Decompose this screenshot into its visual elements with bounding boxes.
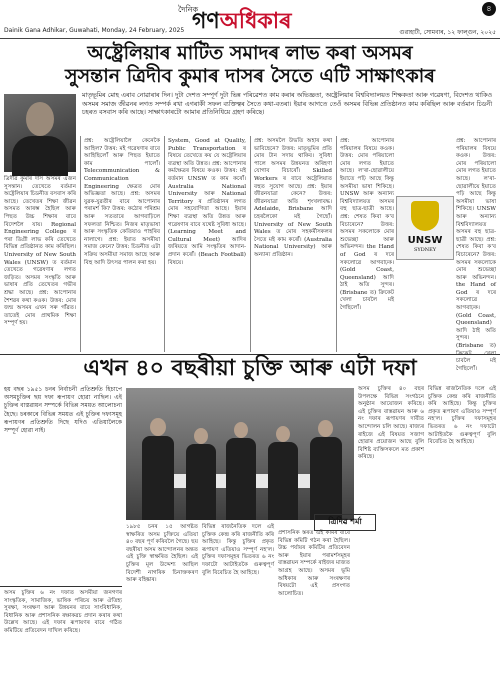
masthead: [0, 0, 500, 39]
story2-column-6: অসম চুক্তিৰ ৪০ বছৰ উপলক্ষে বিভিন্ন সংগঠনে অনুষ্ঠান আয়োজন কৰিছে। এই চুক্তিৰ বাস্তৱায়ন আৰু ৬ নং দফাৰ ৰূপায়ণৰ দাবীত আন্দোলন চলি আছে। ৰাজ্যৰ ৰাইজে এই বিষয়ত সজাগ হোৱাৰ প্ৰয়োজন আছে বুলি বিশিষ্ট ব্যক্তিসকলে মত প্ৰকাশ কৰিছে।: [358, 386, 424, 461]
portrait-body: [12, 136, 68, 176]
story1-headline-line1: অষ্ট্ৰেলিয়াৰ মাটিত সমাদৰ লাভ কৰা অসমৰ: [87, 42, 413, 64]
story1-column-5b: প্ৰশ্ন: আপোনাৰ পৰিয়ালৰ বিষয়ে কওক। উত্তৰ: মোৰ পৰিয়ালো মোৰ লগত ইয়াতে আছে। ল'ৰা-ছোৱালীয়ে ইয়াতে পঢ়ি আছে কিন্তু অসমীয়া ভাষা শিকিছে। UNSW আৰু অন্যান্য বিশ্ববিদ্যালয়ত অসমৰ বহু ছাত্ৰ-ছাত্ৰী আছে। প্ৰশ্ন: শেষত কিবা ক'ব বিচাৰেনে? উত্তৰ: অসমৰ সকলোকে মোৰ শুভেচ্ছা আৰু অভিনন্দন। the Hand of God ৰ দৰে সকলোৱে আগবাঢ়ক। (Gold Coast, Queensland) আদি ঠাই অতি সুন্দৰ। (Brisbane ত) ক্ৰিকেট খেলা চাবলৈ মই গৈছিলোঁ।: [456, 138, 497, 372]
column-divider: [164, 136, 165, 352]
story2-column-1: হয় বছৰ ১৯৫১ চনৰ নিৰ্বাচনী প্ৰতিশ্ৰুতি হিচাপে অসমচুক্তিৰ ছয় দফা ৰূপায়ণ হোৱা নাছিল। এই চুক্তিৰ বাস্তৱায়ন সম্পৰ্কে বিভিন্ন সময়ত আলোচনা হৈছে। চৰকাৰে বিভিন্ন সময়ত এই চুক্তিৰ দফাসমূহ ৰূপায়ণৰ প্ৰতিশ্ৰুতি দিছে যদিও এতিয়ালৈকে সম্পূৰ্ণ হোৱা নাই।: [4, 386, 122, 435]
page-number-badge: ৪: [482, 2, 496, 16]
unsw-logo: [396, 196, 454, 260]
interviewee-portrait-photo: [4, 94, 76, 172]
portrait-head: [26, 102, 54, 136]
masthead-name: [192, 4, 292, 41]
photo-person: [142, 436, 174, 520]
column-divider: [336, 136, 337, 352]
photo-person-head: [194, 428, 208, 444]
story1-column-5a: প্ৰশ্ন: আপোনাৰ পৰিয়ালৰ বিষয়ে কওক। উত্তৰ: মোৰ পৰিয়ালো মোৰ লগত ইয়াতে আছে। ল'ৰা-ছোৱালীয়ে ইয়াতে পঢ়ি আছে কিন্তু অসমীয়া ভাষা শিকিছে। UNSW আৰু অন্যান্য বিশ্ববিদ্যালয়ত অসমৰ বহু ছাত্ৰ-ছাত্ৰী আছে। প্ৰশ্ন: শেষত কিবা ক'ব বিচাৰেনে? উত্তৰ: অসমৰ সকলোকে মোৰ শুভেচ্ছা আৰু অভিনন্দন। the Hand of God ৰ দৰে সকলোৱে আগবাঢ়ক। (Gold Coast, Queensland) আদি ঠাই অতি সুন্দৰ। (Brisbane ত) ক্ৰিকেট খেলা চাবলৈ মই গৈছিলোঁ।: [340, 138, 394, 312]
section-rule: [0, 354, 500, 355]
photo-person-head: [150, 418, 166, 436]
photo-person: [310, 437, 342, 520]
story1-column-4: প্ৰশ্ন: অসমলৈ উভতি অহাৰ কথা ভাবিছেনে? উত্তৰ: মাতৃভূমিৰ প্ৰতি মোৰ টান সদায় থাকিব। সুবিধা পালে অসমৰ উন্নয়নত অৰিহণা যোগাব বিচাৰোঁ। Skilled Workers ৰ বাবে অষ্ট্ৰেলিয়াত বহুত সুযোগ আছে। প্ৰশ্ন: ইয়াৰ জীৱনযাত্ৰা কেনে? উত্তৰ: জীৱনযাত্ৰা অতি শৃংখলাবদ্ধ। Adelaide, Brisbane আদি চহৰলৈকো মই গৈছোঁ। University of New South Wales ত মোৰ সহকৰ্মীসকলৰ সৈতে মই কাম কৰোঁ। (Australia National University) আৰু অন্যান্য প্ৰতিষ্ঠান।: [254, 138, 332, 258]
story2-column-2: অসম চুক্তিৰ ৬ নং দফাত অসমীয়া জনগণৰ সাংস্কৃতিক, সামাজিক, ভাষিক পৰিচয় আৰু ঐতিহ্য সুৰক্ষা, সংৰক্ষণ আৰু উন্নয়নৰ বাবে সাংবিধানিক, বিধানিক আৰু প্ৰশাসনিক ৰক্ষাকৱচ প্ৰদান কৰাৰ কথা উল্লেখ আছে। এই দফাৰ ৰূপায়ণৰ বাবে গঠিত কমিটিয়ে প্ৰতিবেদন দাখিল কৰিছে।: [4, 590, 122, 634]
column-divider: [250, 136, 251, 352]
photo-person: [268, 442, 298, 520]
dateline-assamese: গুৱাহাটী, সোমবাৰ, ১২ ফাল্গুন, ২০২৫: [399, 29, 496, 36]
story2-column-3: ১৯৮৫ চনৰ ১৫ আগষ্টত স্বাক্ষৰিত অসম চুক্তিয়ে এতিয়া ৪০ বছৰ পূৰ্ণ কৰিবলৈ গৈছে। ছয় বছৰীয়া অসম আন্দোলনৰ অন্তত এই চুক্তি স্বাক্ষৰিত হৈছিল। এই চুক্তিৰ মূল উদ্দেশ্য আছিল বিদেশী নাগৰিক চিনাক্তকৰণ আৰু বহিষ্কাৰ।: [126, 524, 198, 584]
story1-headline-line2: সুসন্তান ত্ৰিদীব কুমাৰ দাসৰ সৈতে এটি সাক্ষাৎকাৰ: [65, 65, 435, 87]
photo-person-head: [276, 426, 290, 442]
masthead-name-part2: অধিকাৰ: [219, 9, 292, 34]
byline-box: ত্ৰিদিৱ শৰ্মা: [314, 514, 376, 531]
masthead-name-part1: গণ: [192, 9, 220, 34]
unsw-logo-text: UNSW: [407, 235, 443, 246]
dateline-english: Dainik Gana Adhikar, Guwahati, Monday, 24 February, 2025: [4, 27, 185, 34]
story1-column-2: প্ৰশ্ন: অষ্ট্ৰেলিয়ালৈ কেনেকৈ আহিল? উত্তৰ: মই গৱেষণাৰ বাবে আহিছিলোঁ আৰু পিছত ইয়াতে কাম পালোঁ। Telecommunication & Communication Engineering ক্ষেত্ৰত মোৰ অভিজ্ঞতা আছে। প্ৰশ্ন: অসমৰ যুৱক-যুৱতীৰ বাবে আপোনাৰ পৰামৰ্শ কি? উত্তৰ: কঠোৰ পৰিশ্ৰম আৰু সততাৰে আগবাঢ়িলে সফলতা নিশ্চিত। নিজৰ মাতৃভাষা আৰু সংস্কৃতিক কেতিয়াও পাহৰিব নালাগে। প্ৰশ্ন: ইয়াত অসমীয়া সমাজ কেনে? উত্তৰ: চিডনীত এটা সক্ৰিয় অসমীয়া সমাজ আছে আৰু বিহু আদি উৎসৱ পালন কৰা হয়।: [84, 138, 160, 266]
story1-intro: মাতৃভূমিৰ মোহ এৰাব নোৱাৰাৰ দিন। দুটা দেশত সম্পূৰ্ণ দুটা ভিন্ন পৰিৱেশত কাম কৰাৰ অভিজ্ঞতা, অষ্ট্ৰেলিয়াৰ বিশ্ববিদ্যালয়ত শিক্ষকতা আৰু গৱেষণা, বিদেশত থাকিও অসমৰ সমাজ জীৱনৰ লগত সম্পৰ্ক ৰখা এগৰাকী সফল ব্যক্তিত্বৰ সৈতে কথা-বতৰা। ইয়াৰ আগতে তেওঁ অসমৰ বিভিন্ন প্ৰতিষ্ঠানত কাম কৰিছিল আৰু বৰ্তমান চিডনী চহৰত বসবাস কৰি আছে। সাক্ষাৎকাৰটো আমাৰ প্ৰতিনিধিয়ে গ্ৰহণ কৰিছে।: [82, 92, 492, 117]
unsw-crest-icon: [411, 201, 439, 231]
photo-person: [186, 444, 216, 520]
story2-group-photo: [126, 388, 354, 520]
photo-person-head: [318, 420, 333, 437]
story1-column-3: System, Good at Quality, Public Transportation ৰ বিষয়ে তেখেতে কয় যে অষ্ট্ৰেলিয়াৰ ব্যৱস্থা অতি উন্নত। প্ৰশ্ন: আপোনাৰ কৰ্মক্ষেত্ৰৰ বিষয়ে কওক। উত্তৰ: মই বৰ্তমান UNSW ত কাম কৰোঁ। Australia National University আৰু National Territory ৰ প্ৰতিষ্ঠানৰ লগত মোৰ সহযোগিতা আছে। ইয়াৰ শিক্ষা ব্যৱস্থা অতি উন্নত আৰু গৱেষণাৰ বাবে যথেষ্ট সুবিধা আছে। (Learning Meet and Cultural Meet) আদিৰ জৰিয়তে আমি সংস্কৃতিৰ আদান-প্ৰদান কৰোঁ। (Beach Football) বিষয়ে।: [168, 138, 246, 266]
story2-headline: এখন ৪০ বছৰীয়া চুক্তি আৰু এটা দফা: [83, 356, 417, 381]
masthead-prefix: দৈনিক: [178, 5, 199, 14]
story1-column-1: ত্ৰিদীৱ কুমাৰ দাস অসমৰ এজন সুসন্তান। তেখেতে বৰ্তমান অষ্ট্ৰেলিয়াৰ চিডনীত বসবাস কৰি আছে। তেখেতৰ শিক্ষা জীৱন অসমত আৰম্ভ হৈছিল আৰু পিছত উচ্চ শিক্ষাৰ বাবে বিদেশলৈ যায়। Regional Engineering College ৰ পৰা ডিগ্ৰী লাভ কৰি তেখেতে বিভিন্ন প্ৰতিষ্ঠানত কাম কৰিছিল। University of New South Wales (UNSW) ত বৰ্তমান তেখেতে গৱেষণাৰ লগত জড়িত। অসমৰ সংস্কৃতি আৰু ভাষাৰ প্ৰতি তেখেতৰ গভীৰ শ্ৰদ্ধা আছে। প্ৰশ্ন: আপোনাৰ শৈশৱৰ কথা কওক। উত্তৰ: মোৰ জন্ম অসমৰ এখন সৰু গাঁৱত। তাতেই মোৰ প্ৰাথমিক শিক্ষা সম্পূৰ্ণ হয়।: [4, 176, 76, 327]
photo-person: [226, 438, 256, 520]
column-rule: [0, 586, 122, 587]
story2-column-5: প্ৰশাসনিক স্তৰত এই কামৰ বাবে বিভিন্ন কমিটি গঠন কৰা হৈছিল। উচ্চ পৰ্যায়ৰ কমিটিৰ প্ৰতিবেদন আৰু ইয়াৰ পৰামৰ্শসমূহৰ বাস্তৱায়ন সম্পৰ্কে ৰাইজৰ মাজত আগ্ৰহ আছে। অসমৰ ভূমি অধিকাৰ আৰু সংৰক্ষণৰ বিষয়টো এই প্ৰসংগত আলোচিত।: [278, 530, 350, 597]
story2-column-7: বিভিন্ন ৰাজনৈতিক দলে এই চুক্তিক কেন্দ্ৰ কৰি ৰাজনীতি কৰি আহিছে। কিন্তু চুক্তিৰ প্ৰকৃত ৰূপায়ণ এতিয়াও সম্পূৰ্ণ নহ'ল। চুক্তিৰ দফাসমূহৰ ভিতৰত ৬ নং দফাটো আটাইতকৈ গুৰুত্বপূৰ্ণ বুলি বিবেচিত হৈ আহিছে।: [428, 386, 496, 446]
story2-column-4: বিভিন্ন ৰাজনৈতিক দলে এই চুক্তিক কেন্দ্ৰ কৰি ৰাজনীতি কৰি আহিছে। কিন্তু চুক্তিৰ প্ৰকৃত ৰূপায়ণ এতিয়াও সম্পূৰ্ণ নহ'ল। চুক্তিৰ দফাসমূহৰ ভিতৰত ৬ নং দফাটো আটাইতকৈ গুৰুত্বপূৰ্ণ বুলি বিবেচিত হৈ আহিছে।: [202, 524, 274, 576]
unsw-logo-subtext: SYDNEY: [413, 247, 437, 253]
column-divider: [80, 136, 81, 352]
story1-headline: [10, 42, 490, 88]
photo-person-head: [234, 422, 248, 438]
